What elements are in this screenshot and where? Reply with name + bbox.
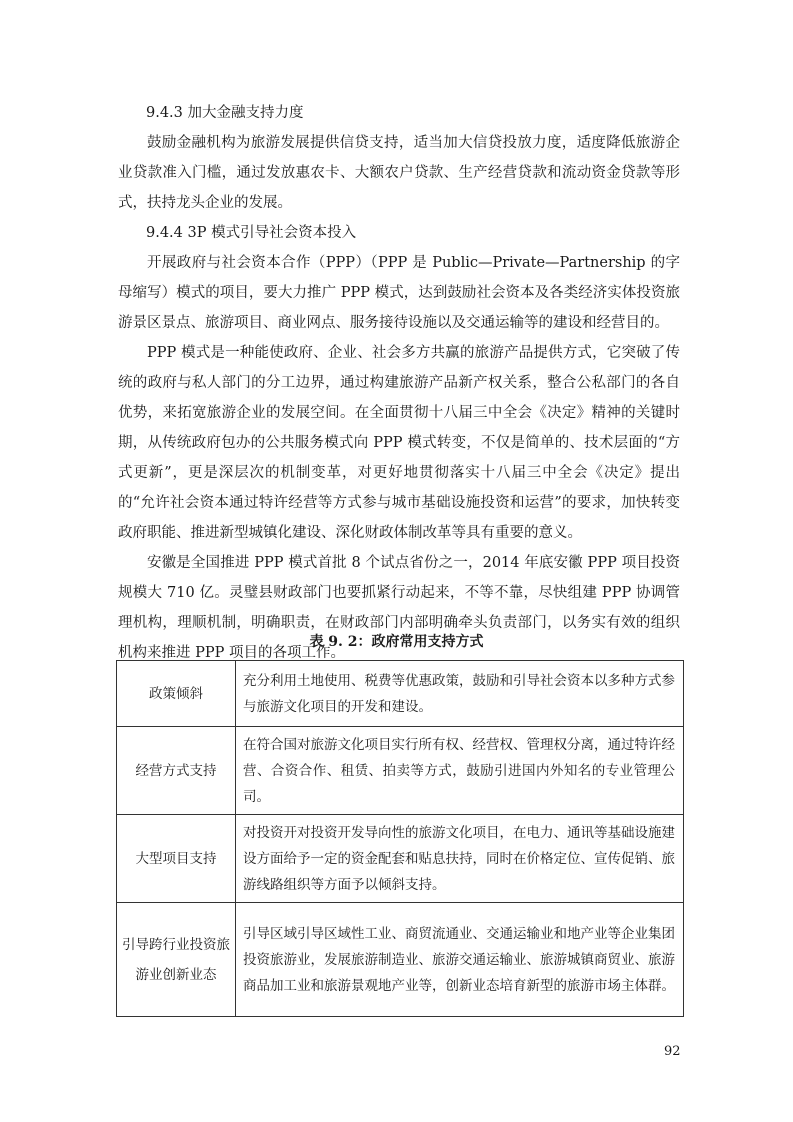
category-cell: 引导跨行业投资旅游业创新业态: [117, 903, 236, 1017]
table-caption: 表 9. 2：政府常用支持方式: [309, 634, 484, 650]
table-row: [117, 903, 684, 1017]
document-body: [118, 98, 680, 668]
page-number: 92: [664, 1044, 681, 1059]
section-heading: 9.4.3 加大金融支持力度: [146, 105, 304, 121]
body-paragraph: PPP 模式是一种能使政府、企业、社会多方共赢的旅游产品提供方式，它突破了传统的政府与私人部门的分工边界，通过构建旅游产品新产权关系，整合公私部门的各自优势，来拓宽旅游企业的发展空间。在全面贯彻十八届三中全会《决定》精神的关键时期，从传统政府包办的公共服务模式向 PPP 模式转变，不仅是简单的、技术层面的“方式更新”，更是深层次的机制变革，对更好地贯彻落实十八届三中全会《决定》提出的“允许社会资本通过特许经营等方式参与城市基础设施投资和运营”的要求，加快转变政府职能、推进新型城镇化建设、深化财政体制改革等具有重要的意义。: [118, 345, 680, 541]
table-row: [117, 815, 684, 903]
description-cell: 引导区域引导区域性工业、商贸流通业、交通运输业和地产业等企业集团投资旅游业，发展旅游制造业、旅游交通运输业、旅游城镇商贸业、旅游商品加工业和旅游景观地产业等，创新业态培育新型的旅游市场主体群。: [236, 903, 684, 1017]
description-cell: 充分利用土地使用、税费等优惠政策，鼓励和引导社会资本以多种方式参与旅游文化项目的开发和建设。: [236, 661, 684, 727]
body-paragraph: 安徽是全国推进 PPP 模式首批 8 个试点省份之一，2014 年底安徽 PPP 项目投资规模大 710 亿。灵璧县财政部门也要抓紧行动起来，不等不靠，尽快组建 PPP 协调管理机构，理顺机制，明确职责，在财政部门内部明确牵头负责部门，以务实有效的组织机构来推进 PPP 项目的各项工作。: [118, 555, 680, 661]
body-paragraph: 鼓励金融机构为旅游发展提供信贷支持，适当加大信贷投放力度，适度降低旅游企业贷款准入门槛，通过发放惠农卡、大额农户贷款、生产经营贷款和流动资金贷款等形式，扶持龙头企业的发展。: [118, 135, 680, 211]
section-9-4-3: [118, 98, 680, 218]
category-cell: 政策倾斜: [117, 661, 236, 727]
table-row: [117, 727, 684, 815]
category-cell: 经营方式支持: [117, 727, 236, 815]
support-methods-table: [116, 660, 684, 1017]
body-paragraph: 开展政府与社会资本合作（PPP）（PPP 是 Public—Private—Partnership 的字母缩写）模式的项目，要大力推广 PPP 模式，达到鼓励社会资本及各类经济实体投资旅游景区景点、旅游项目、商业网点、服务接待设施以及交通运输等的建设和经营目的。: [118, 255, 680, 331]
description-cell: 对投资开对投资开发导向性的旅游文化项目，在电力、通讯等基础设施建设方面给予一定的资金配套和贴息扶持，同时在价格定位、宣传促销、旅游线路组织等方面予以倾斜支持。: [236, 815, 684, 903]
section-heading: 9.4.4 3P 模式引导社会资本投入: [146, 225, 357, 241]
description-cell: 在符合国对旅游文化项目实行所有权、经营权、管理权分离，通过特许经营、合资合作、租赁、拍卖等方式，鼓励引进国内外知名的专业管理公司。: [236, 727, 684, 815]
section-9-4-4: [118, 218, 680, 668]
category-cell: 大型项目支持: [117, 815, 236, 903]
table-row: [117, 661, 684, 727]
